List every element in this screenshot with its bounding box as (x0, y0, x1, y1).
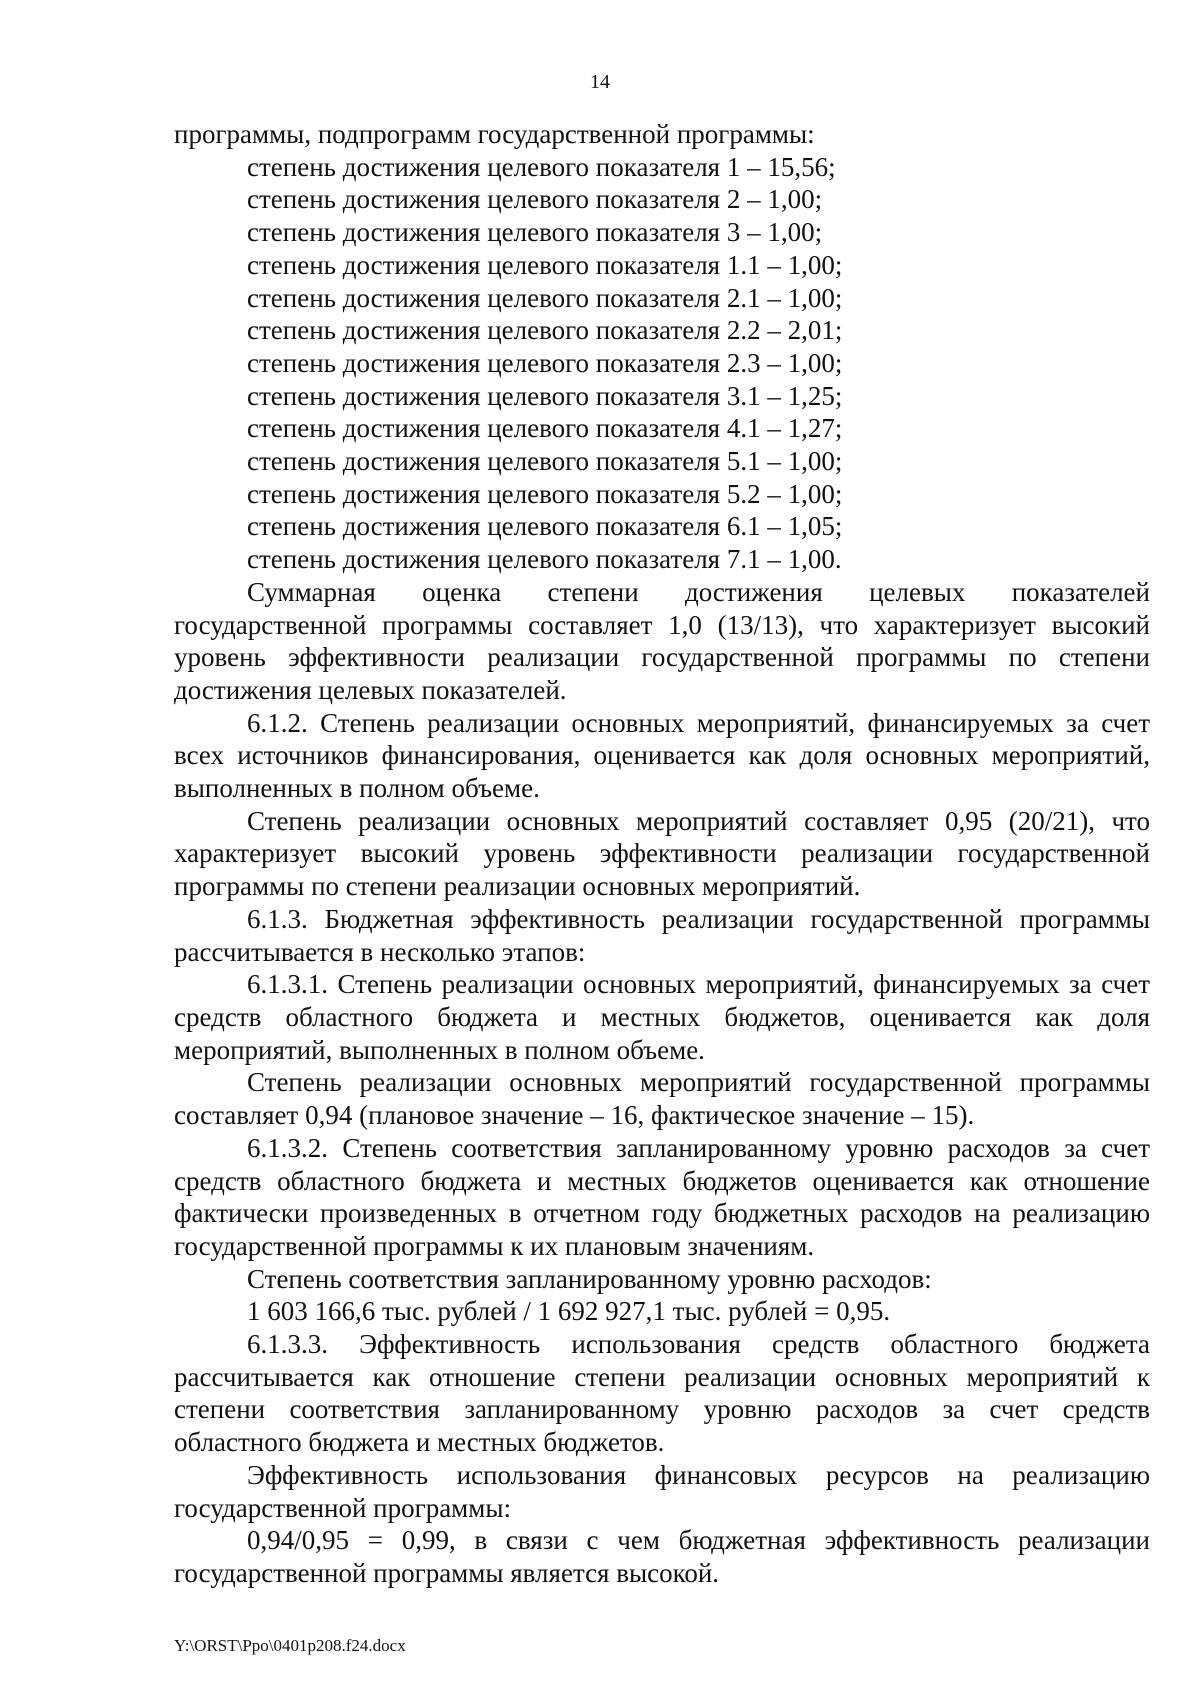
document-body (174, 118, 1150, 1590)
expenses-heading-paragraph: Степень соответствия запланированному уровню расходов: (247, 1263, 932, 1294)
file-path-footer: Y:\ORST\Ppo\0401p208.f24.docx (174, 1636, 406, 1655)
indicator-line: степень достижения целевого показателя 4.1 – 1,27; (247, 413, 843, 444)
section-6-1-3-paragraph: 6.1.3. Бюджетная эффективность реализации государственной программы рассчитывается в несколько этапов: (174, 903, 1150, 967)
indicator-line: степень достижения целевого показателя 2.2 – 2,01; (247, 315, 843, 346)
indicator-line: степень достижения целевого показателя 5.2 – 1,00; (247, 478, 843, 509)
section-6-1-2-paragraph: 6.1.2. Степень реализации основных мероприятий, финансируемых за счет всех источников финансирования, оценивается как доля основных мероприятий, выполненных в полном объеме. (174, 707, 1150, 804)
section-6-1-3-2-paragraph: 6.1.3.2. Степень соответствия запланированному уровню расходов за счет средств областного бюджета и местных бюджетов оценивается как отношение фактически произведенных в отчетном году бюджетных расходов на реализацию государственной программы к их плановым значениям. (174, 1132, 1150, 1261)
indicator-line: степень достижения целевого показателя 2 – 1,00; (247, 184, 823, 215)
measures-value-paragraph: Степень реализации основных мероприятий государственной программы составляет 0,94 (плановое значение – 16, фактическое значение – 15). (174, 1067, 1150, 1131)
section-6-1-3-3-paragraph: 6.1.3.3. Эффективность использования средств областного бюджета рассчитывается как отношение степени реализации основных мероприятий к степени соответствия запланированному уровню расходов за счет средств областного бюджета и местных бюджетов. (174, 1329, 1150, 1458)
expenses-formula-paragraph: 1 603 166,6 тыс. рублей / 1 692 927,1 тыс. рублей = 0,95. (247, 1296, 891, 1327)
efficiency-heading-paragraph: Эффективность использования финансовых ресурсов на реализацию государственной программы: (174, 1459, 1150, 1523)
indicator-line: степень достижения целевого показателя 2.3 – 1,00; (247, 347, 843, 378)
indicator-line: степень достижения целевого показателя 3.1 – 1,25; (247, 380, 843, 411)
indicator-line: степень достижения целевого показателя 3 – 1,00; (247, 217, 823, 248)
indicator-list (174, 151, 1150, 576)
summary-paragraph: Суммарная оценка степени достижения целевых показателей государственной программы составляет 1,0 (13/13), что характеризует высокий уровень эффективности реализации государственной программы по степени достижения целевых показателей. (174, 576, 1150, 705)
efficiency-result-paragraph: 0,94/0,95 = 0,99, в связи с чем бюджетная эффективность реализации государственной программы является высокой. (174, 1525, 1150, 1588)
indicator-line: степень достижения целевого показателя 1.1 – 1,00; (247, 249, 843, 280)
page-number: 14 (590, 71, 610, 93)
indicator-line: степень достижения целевого показателя 5.1 – 1,00; (247, 446, 843, 477)
indicator-line: степень достижения целевого показателя 1 – 15,56; (247, 151, 836, 182)
measures-degree-paragraph: Степень реализации основных мероприятий составляет 0,95 (20/21), что характеризует высокий уровень эффективности реализации государственной программы по степени реализации основных мероприятий. (174, 805, 1150, 902)
indicator-line: степень достижения целевого показателя 2.1 – 1,00; (247, 282, 843, 313)
section-6-1-3-1-paragraph: 6.1.3.1. Степень реализации основных мероприятий, финансируемых за счет средств областного бюджета и местных бюджетов, оценивается как доля мероприятий, выполненных в полном объеме. (174, 969, 1150, 1065)
indicator-line: степень достижения целевого показателя 7.1 – 1,00. (247, 544, 842, 575)
intro-line: программы, подпрограмм государственной программы: (174, 119, 815, 149)
indicator-line: степень достижения целевого показателя 6.1 – 1,05; (247, 511, 843, 542)
